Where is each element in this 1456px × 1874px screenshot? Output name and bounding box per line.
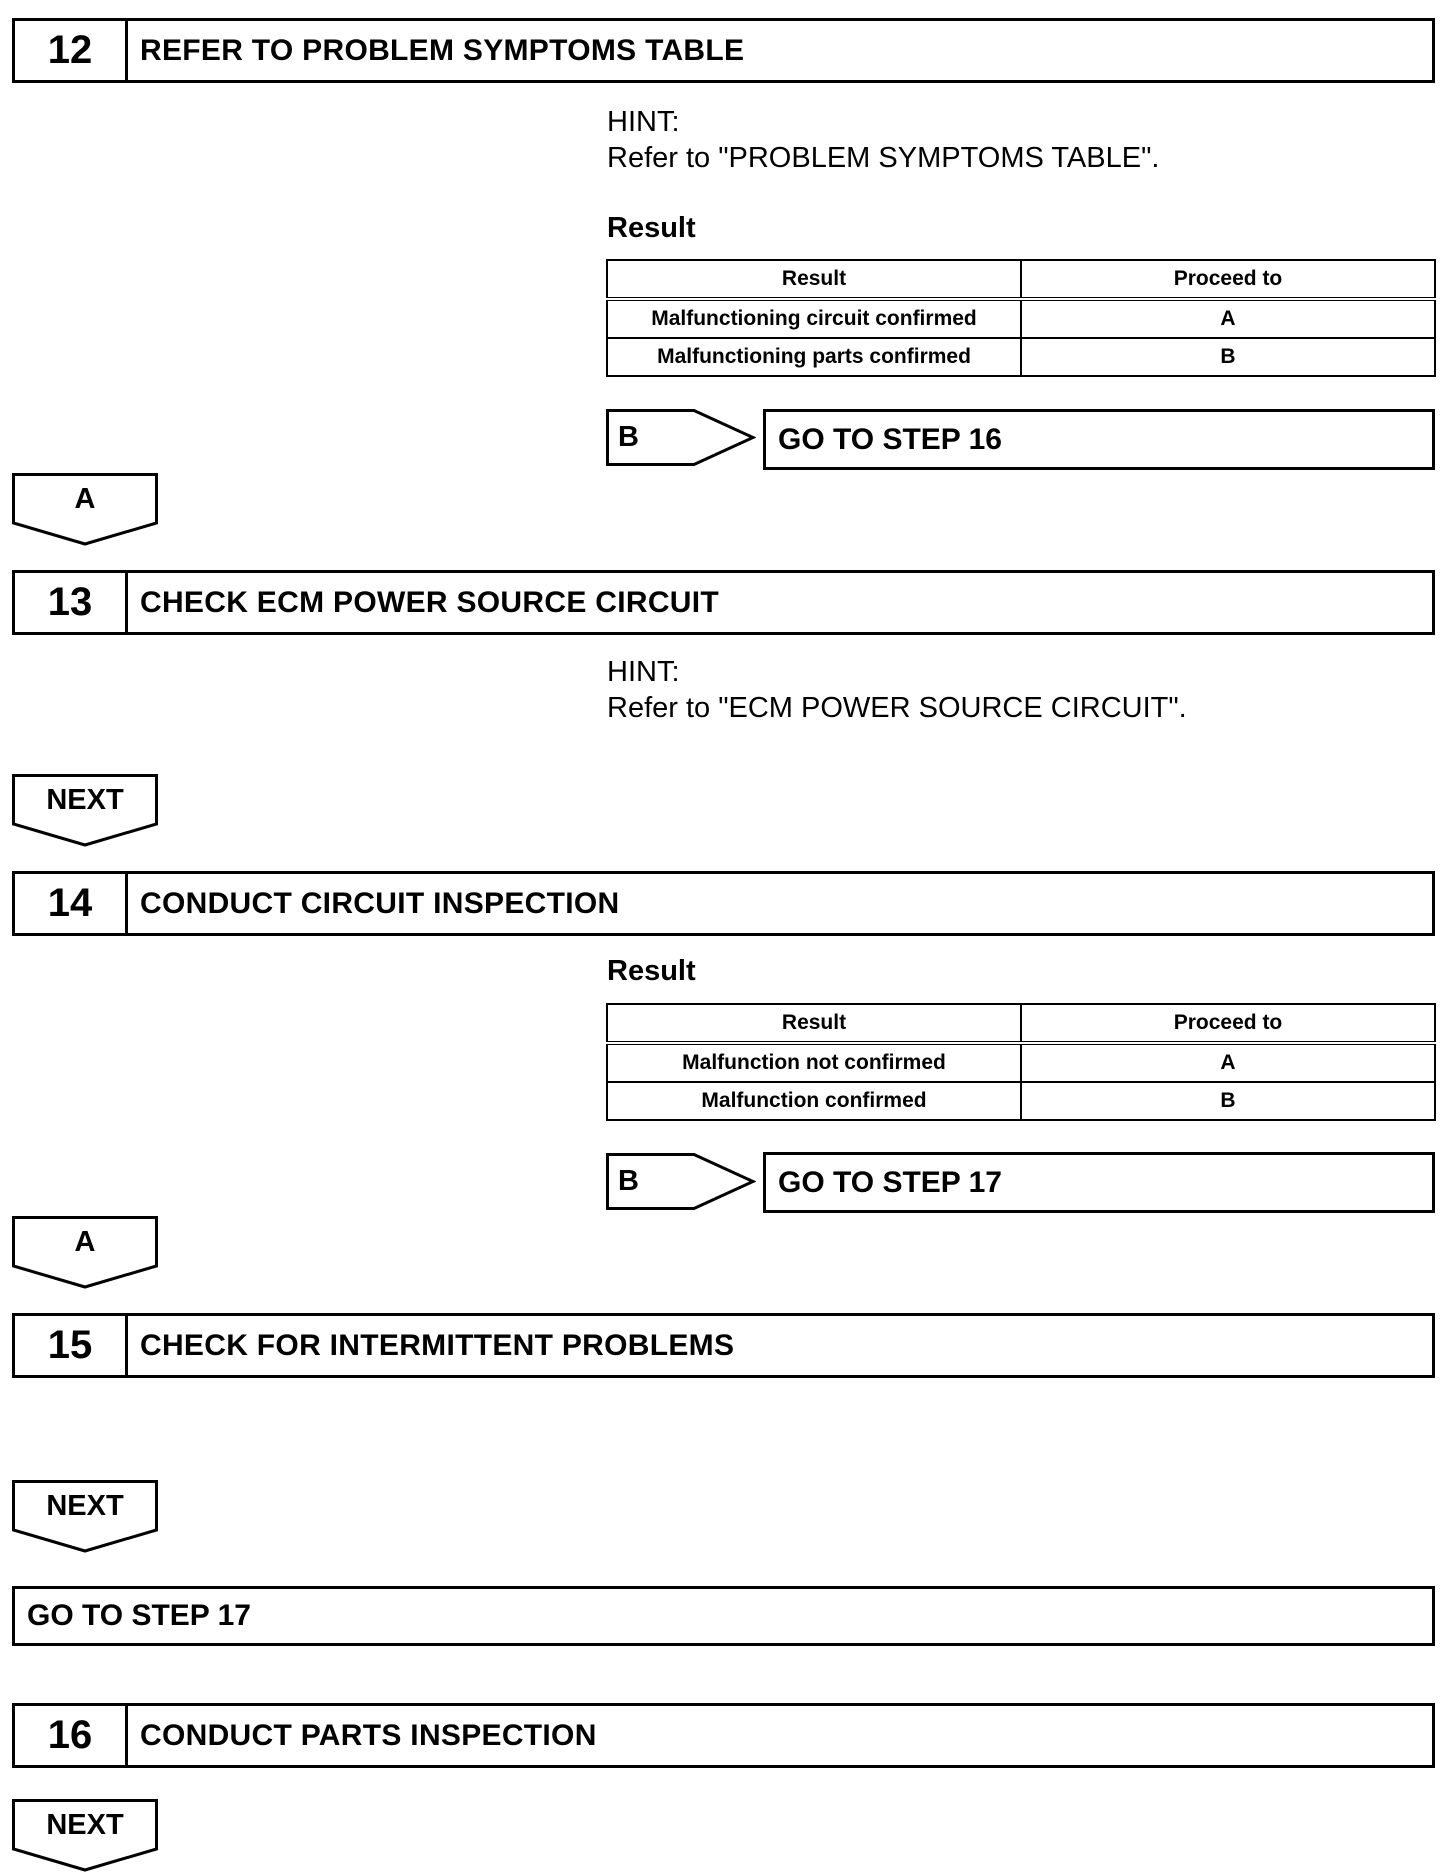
branch-label: B <box>618 1165 639 1197</box>
table-cell: B <box>1021 1082 1435 1120</box>
table-row <box>607 338 1435 376</box>
branch-arrow-b[interactable] <box>606 409 756 466</box>
step-15-header <box>12 1313 1435 1378</box>
step-number: 13 <box>15 573 128 632</box>
table-cell: A <box>1021 299 1435 338</box>
table-cell: Malfunction not confirmed <box>607 1043 1021 1082</box>
hint-text: Refer to "ECM POWER SOURCE CIRCUIT". <box>607 692 1187 724</box>
table-header: Proceed to <box>1021 1004 1435 1043</box>
arrow-label: A <box>74 483 96 515</box>
branch-label: B <box>618 421 639 453</box>
table-header-row <box>607 1004 1435 1043</box>
step-13-header <box>12 570 1435 635</box>
result-label: Result <box>607 955 696 987</box>
arrow-label: NEXT <box>46 784 124 816</box>
arrow-label: NEXT <box>46 1809 124 1841</box>
step-13-hint <box>607 654 1187 726</box>
table-row <box>607 299 1435 338</box>
goto-step-17-box[interactable]: GO TO STEP 17 <box>763 1152 1435 1213</box>
step-title: CONDUCT PARTS INSPECTION <box>140 1718 597 1752</box>
table-cell: Malfunction confirmed <box>607 1082 1021 1120</box>
table-row <box>607 1082 1435 1120</box>
arrow-label: NEXT <box>46 1490 124 1522</box>
table-cell: A <box>1021 1043 1435 1082</box>
step-title: CHECK FOR INTERMITTENT PROBLEMS <box>140 1328 735 1362</box>
goto-step-16-box[interactable]: GO TO STEP 16 <box>763 409 1435 470</box>
step-number: 12 <box>15 21 128 80</box>
step-number: 14 <box>15 874 128 933</box>
table-cell: B <box>1021 338 1435 376</box>
table-header: Result <box>607 260 1021 299</box>
arrow-label: A <box>74 1226 96 1258</box>
table-row <box>607 1043 1435 1082</box>
table-cell: Malfunctioning parts confirmed <box>607 338 1021 376</box>
step-title: CONDUCT CIRCUIT INSPECTION <box>140 886 620 920</box>
next-arrow[interactable] <box>12 774 158 847</box>
next-arrow-a[interactable] <box>12 1216 158 1289</box>
result-label: Result <box>607 212 696 244</box>
step-16-header <box>12 1703 1435 1768</box>
step-number: 16 <box>15 1706 128 1765</box>
table-header-row <box>607 260 1435 299</box>
branch-arrow-b[interactable] <box>606 1153 756 1210</box>
step-title: CHECK ECM POWER SOURCE CIRCUIT <box>140 585 720 619</box>
step-number: 15 <box>15 1316 128 1375</box>
step-14-header <box>12 871 1435 936</box>
next-arrow[interactable] <box>12 1480 158 1553</box>
table-header: Result <box>607 1004 1021 1043</box>
result-table-12 <box>606 259 1436 377</box>
next-arrow-a[interactable] <box>12 473 158 546</box>
hint-label: HINT: <box>607 106 680 138</box>
hint-label: HINT: <box>607 656 680 688</box>
step-12-hint <box>607 104 1159 176</box>
next-arrow[interactable] <box>12 1799 158 1872</box>
result-table-14 <box>606 1003 1436 1121</box>
step-12-header <box>12 18 1435 83</box>
goto-step-17-box[interactable]: GO TO STEP 17 <box>12 1586 1435 1646</box>
table-cell: Malfunctioning circuit confirmed <box>607 299 1021 338</box>
step-title: REFER TO PROBLEM SYMPTOMS TABLE <box>140 33 745 67</box>
table-header: Proceed to <box>1021 260 1435 299</box>
hint-text: Refer to "PROBLEM SYMPTOMS TABLE". <box>607 142 1160 174</box>
